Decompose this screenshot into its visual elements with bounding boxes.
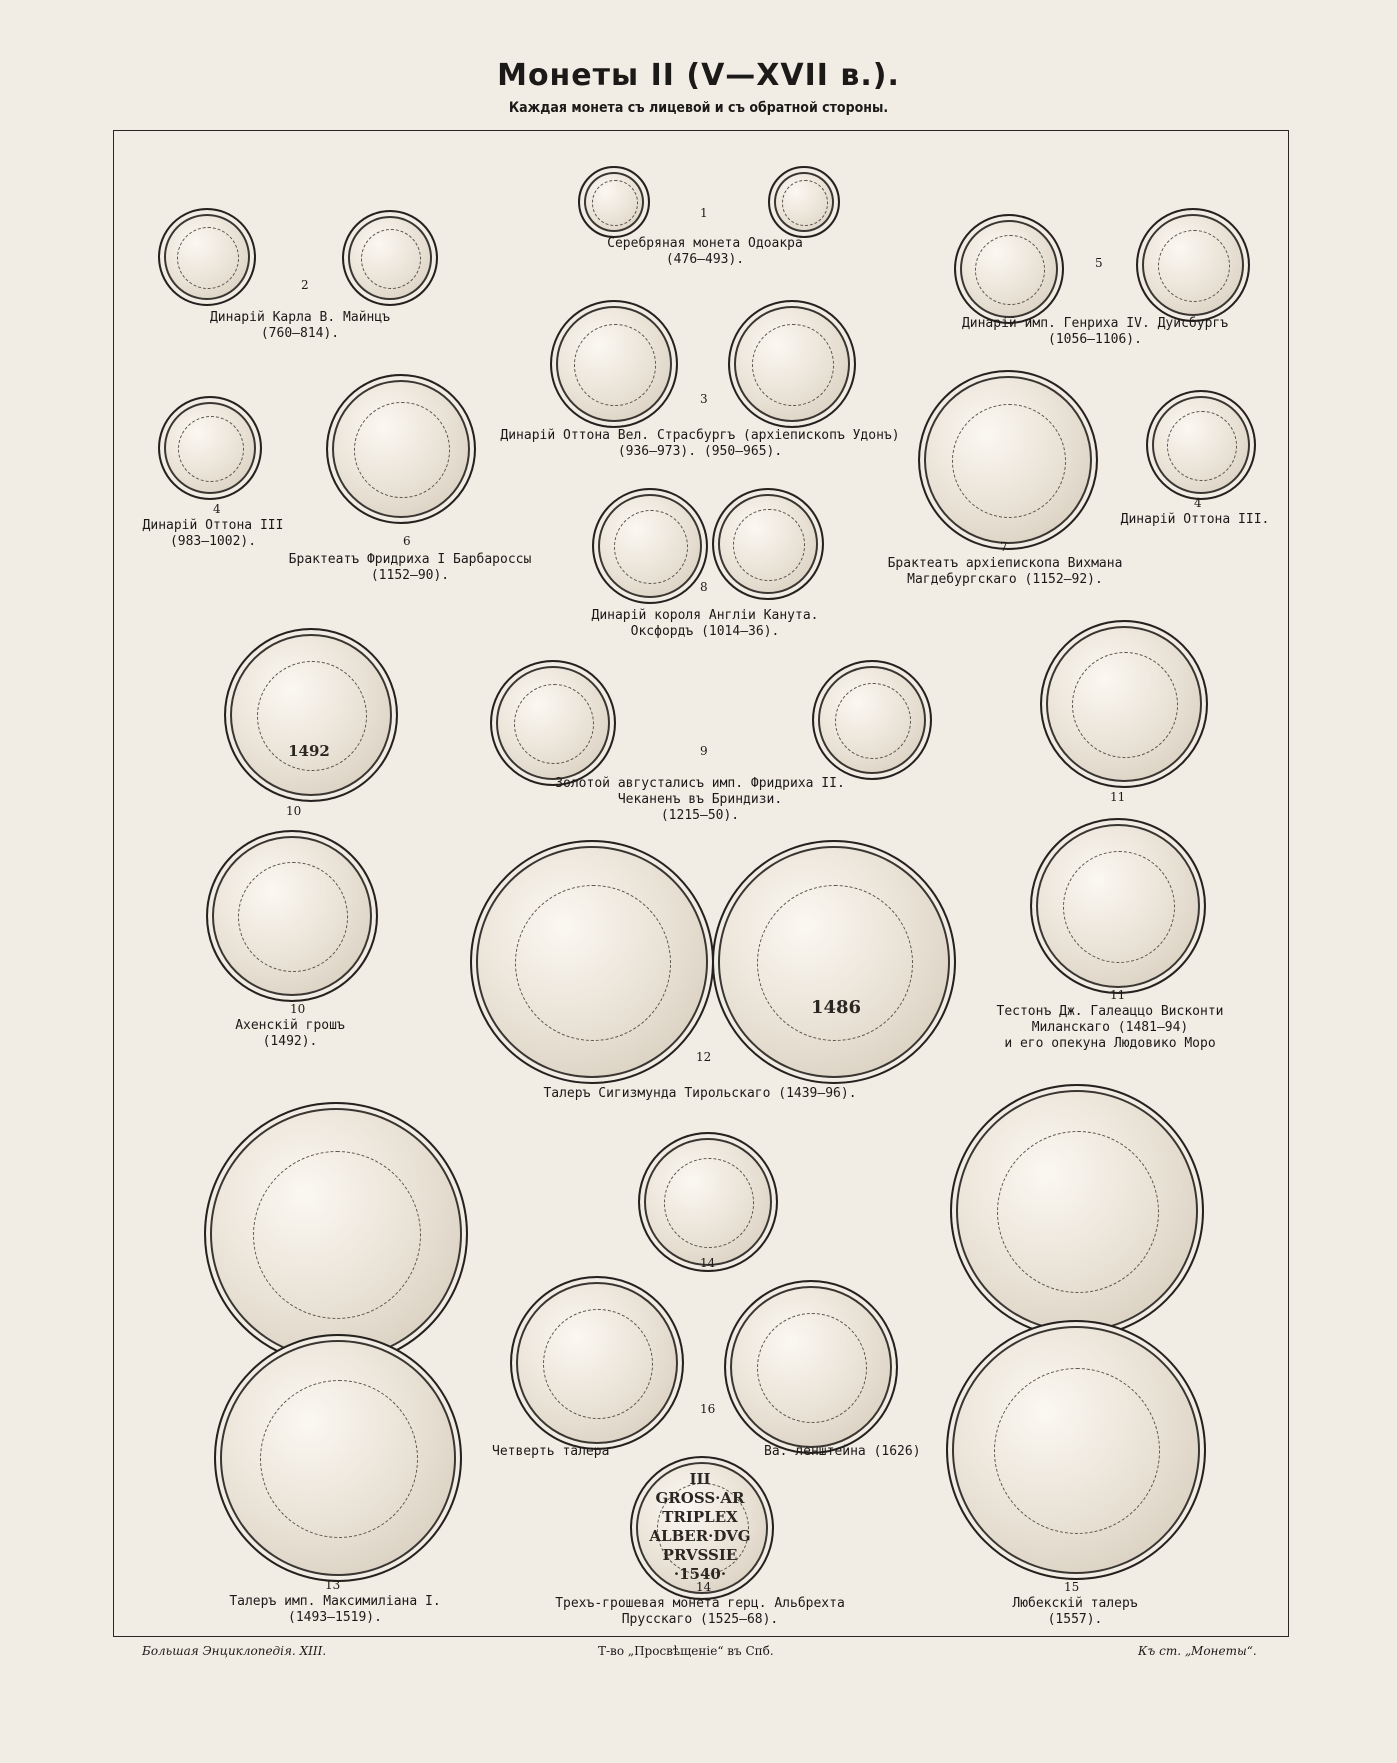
caption-line: Магдебургскаго (1152—92).	[907, 572, 1103, 587]
coin-caption	[520, 1596, 880, 1628]
coin-9-obverse	[490, 660, 616, 786]
coin-number: 16	[700, 1402, 716, 1416]
footer-center: Т-во „Просвѣщеніе“ въ Спб.	[598, 1644, 774, 1658]
caption-line: (1557).	[1047, 1612, 1103, 1627]
caption-line: Золотой августалисъ имп. Фридриха II.	[555, 776, 845, 791]
caption-line: Прусскаго (1525—68).	[621, 1612, 779, 1627]
caption-line: Брактеатъ Фридриха I Барбароссы	[288, 552, 532, 567]
coin-caption	[520, 776, 880, 824]
caption-line: (983—1002).	[169, 534, 257, 549]
coin-caption	[1110, 512, 1280, 528]
coin-number: 7	[1000, 540, 1008, 554]
coin-caption	[530, 236, 880, 268]
caption-line: Миланскаго (1481—94)	[1031, 1020, 1189, 1035]
page-title: Монеты II (V—XVII в.).	[497, 58, 900, 93]
coin-number: 1	[700, 206, 708, 220]
caption-line: Талеръ имп. Максимиліана I.	[229, 1594, 441, 1609]
coin-number: 6	[403, 534, 411, 548]
coin-4-left	[158, 396, 262, 500]
coin-caption	[990, 1596, 1160, 1628]
coin-3-obverse	[550, 300, 678, 428]
coin-caption	[930, 316, 1260, 348]
coin-3-reverse	[728, 300, 856, 428]
caption-line: Ва. ленштейна (1626)	[764, 1444, 921, 1459]
caption-line: Динарій Карла В. Майнцъ	[209, 310, 390, 325]
caption-line: (476—493).	[665, 252, 745, 267]
coin-legend	[640, 1470, 760, 1584]
coin-number: 11	[1110, 988, 1126, 1002]
footer-left: Большая Энциклопедія. XIII.	[142, 1644, 327, 1658]
coin-caption	[960, 1004, 1260, 1052]
coin-number: 11	[1110, 790, 1126, 804]
coin-16-reverse	[724, 1280, 898, 1454]
coin-10-taler-obverse	[224, 628, 398, 802]
coin-number: 13	[325, 1578, 341, 1592]
caption-line: Тестонъ Дж. Галеаццо Висконти	[996, 1004, 1224, 1019]
coin-number: 15	[1064, 1580, 1080, 1594]
legend-line: III	[689, 1470, 711, 1488]
coin-11-reverse	[1030, 818, 1206, 994]
coin-9-reverse	[812, 660, 932, 780]
coin-number: 10	[286, 804, 302, 818]
caption-line: (936—973). (950—965).	[617, 444, 783, 459]
coin-5-reverse	[1136, 208, 1250, 322]
coin-12-reverse	[712, 840, 956, 1084]
coin-year-inscription: 1486	[810, 997, 862, 1018]
caption-line: Четверть талера	[492, 1444, 610, 1459]
coin-13-reverse	[214, 1334, 462, 1582]
coin-number: 8	[700, 580, 708, 594]
coin-2-reverse	[342, 210, 438, 306]
caption-line: Ахенскій грошъ	[235, 1018, 345, 1033]
caption-line: (1056—1106).	[1048, 332, 1142, 347]
coin-number: 4	[1194, 496, 1202, 510]
coin-5-obverse	[954, 214, 1064, 324]
coin-number: 14	[696, 1580, 712, 1594]
footer-right: Къ ст. „Монеты“.	[1138, 1644, 1257, 1658]
caption-line: Динарій Оттона Вел. Страсбургъ (архіепископъ Удонъ)	[500, 428, 900, 443]
caption-line: (1493—1519).	[288, 1610, 382, 1625]
caption-line: и его опекуна Людовико Моро	[1004, 1036, 1216, 1051]
coin-8-obverse	[592, 488, 708, 604]
caption-line: Брактеатъ архіепископа Вихмана	[887, 556, 1123, 571]
coin-caption	[260, 552, 560, 584]
coin-caption	[492, 1444, 648, 1460]
coin-year-inscription: 1492	[288, 742, 330, 760]
caption-line: Любекскій талеръ	[1012, 1596, 1138, 1611]
coin-number: 14	[700, 1256, 716, 1270]
coin-11-obverse	[1040, 620, 1208, 788]
coin-number: 4	[213, 502, 221, 516]
coin-14-portrait	[638, 1132, 778, 1272]
coin-caption	[540, 608, 870, 640]
coin-15-obverse	[950, 1084, 1204, 1338]
coin-13-obverse	[204, 1102, 468, 1366]
caption-line: Талеръ Сигизмунда Тирольскаго (1439—96).	[543, 1086, 857, 1101]
legend-line: ALBER·DVG	[649, 1527, 751, 1545]
page-subtitle: Каждая монета съ лицевой и съ обратной стороны.	[508, 100, 889, 116]
legend-line: TRIPLEX	[662, 1508, 738, 1526]
coin-number: 2	[301, 278, 309, 292]
coin-2-obverse	[158, 208, 256, 306]
coin-number: 10	[290, 1002, 306, 1016]
caption-line: Серебряная монета Одоакра	[607, 236, 803, 251]
caption-line: Трехъ-грошевая монета герц. Альбрехта	[555, 1596, 845, 1611]
coin-caption	[480, 428, 920, 460]
legend-line: GROSS·AR	[655, 1489, 745, 1507]
coin-number: 9	[700, 744, 708, 758]
caption-line: Динарій Оттона III.	[1120, 512, 1270, 527]
coin-15-reverse	[946, 1320, 1206, 1580]
coin-caption	[180, 310, 420, 342]
coin-12-obverse	[470, 840, 714, 1084]
coin-caption	[764, 1444, 944, 1460]
coin-10-groschen	[206, 830, 378, 1002]
caption-line: (1492).	[262, 1034, 318, 1049]
coin-number: 3	[700, 392, 708, 406]
caption-line: (1215—50).	[660, 808, 740, 823]
coin-caption	[500, 1086, 900, 1102]
legend-line: ·1540·	[673, 1565, 727, 1583]
coin-7-bracteate	[918, 370, 1098, 550]
caption-line: Динарій короля Англіи Канута.	[591, 608, 819, 623]
coin-16-obverse	[510, 1276, 684, 1450]
caption-line: Динарій имп. Генриха IV. Дуисбургъ	[961, 316, 1229, 331]
caption-line: Динарій Оттона III	[142, 518, 284, 533]
coin-1-reverse	[768, 166, 840, 238]
coin-number: 12	[696, 1050, 712, 1064]
coin-caption	[190, 1594, 480, 1626]
caption-line: Оксфордъ (1014—36).	[630, 624, 780, 639]
legend-line: PRVSSIE	[662, 1546, 738, 1564]
coin-number: 5	[1095, 256, 1103, 270]
coin-caption	[118, 518, 308, 550]
coin-4-right	[1146, 390, 1256, 500]
coin-caption	[850, 556, 1160, 588]
coin-1-obverse	[578, 166, 650, 238]
coin-8-reverse	[712, 488, 824, 600]
coin-caption	[190, 1018, 390, 1050]
caption-line: (1152—90).	[370, 568, 450, 583]
caption-line: (760—814).	[260, 326, 340, 341]
coin-6-bracteate	[326, 374, 476, 524]
caption-line: Чеканенъ въ Бриндизи.	[617, 792, 783, 807]
